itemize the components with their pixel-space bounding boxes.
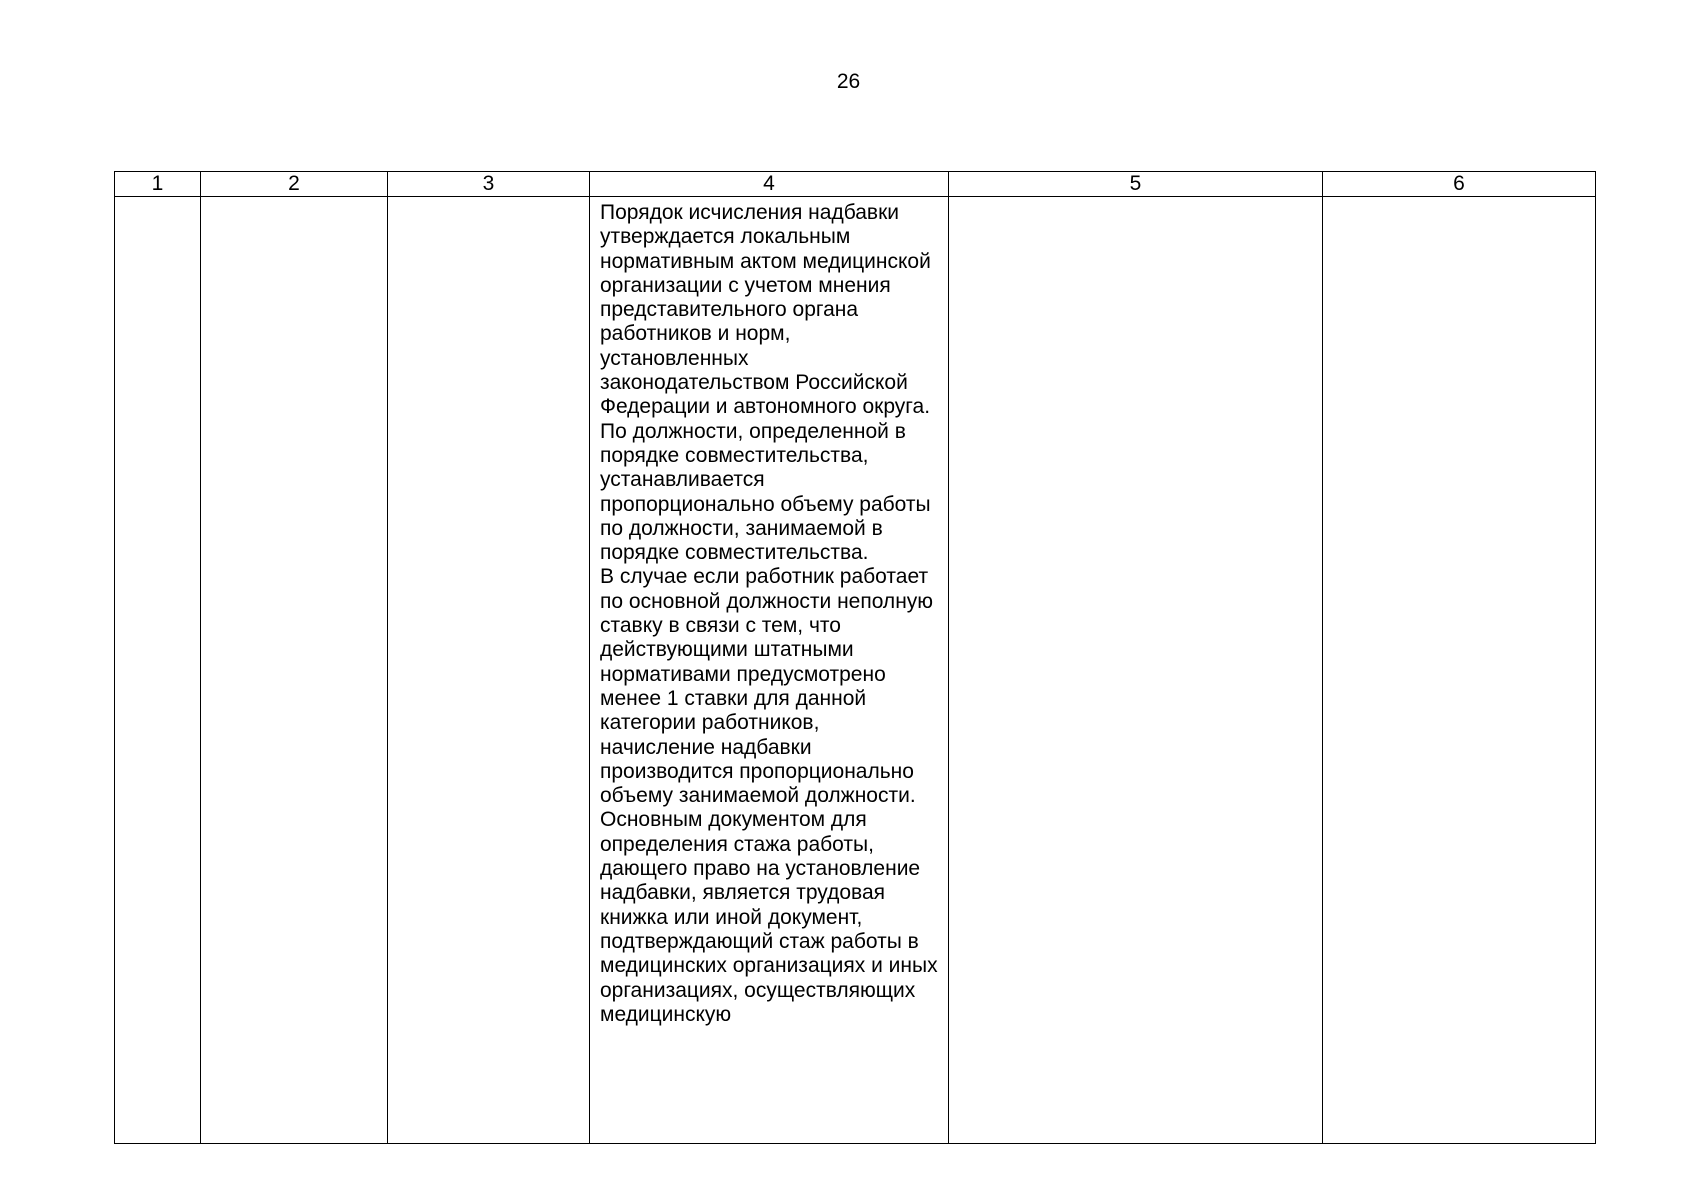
paragraph-part-time-position: По должности, определенной в порядке совместительства, устанавливается пропорционально объему работы по должности, занимаемой в порядке совместительства. [600, 419, 931, 565]
cell-col-2 [201, 197, 388, 1144]
cell-col-4-text [590, 197, 948, 1143]
paragraph-partial-rate: В случае если работник работает по основной должности неполную ставку в связи с тем, что действующими штатными нормативами предусмотрено менее 1 ставки для данной категории работников, начисление надбавки производится пропорционально объему занимаемой должности. [600, 565, 934, 808]
cell-col-4 [590, 197, 949, 1144]
cell-col-5 [949, 197, 1323, 1144]
column-header-1: 1 [115, 172, 201, 197]
paragraph-seniority-document: Основным документом для определения стажа работы, дающего право на установление надбавки, является трудовая книжка или иной документ, подтверждающий стаж работы в медицинских организациях и иных организациях, осуществляющих медицинскую [600, 808, 938, 1026]
table-header-row [115, 172, 1596, 197]
column-header-4: 4 [590, 172, 949, 197]
column-header-2: 2 [201, 172, 388, 197]
paragraph-allowance-procedure: Порядок исчисления надбавки утверждается локальным нормативным актом медицинской организации с учетом мнения представительного органа работников и норм, установленных законодательством Российской Федерации и автономного округа. [600, 201, 931, 419]
column-header-3: 3 [388, 172, 590, 197]
cell-col-3 [388, 197, 590, 1144]
table-row [115, 197, 1596, 1144]
column-header-6: 6 [1323, 172, 1596, 197]
document-table [114, 171, 1596, 1144]
cell-col-1 [115, 197, 201, 1144]
column-header-5: 5 [949, 172, 1323, 197]
cell-col-6 [1323, 197, 1596, 1144]
page-number: 26 [836, 70, 861, 93]
